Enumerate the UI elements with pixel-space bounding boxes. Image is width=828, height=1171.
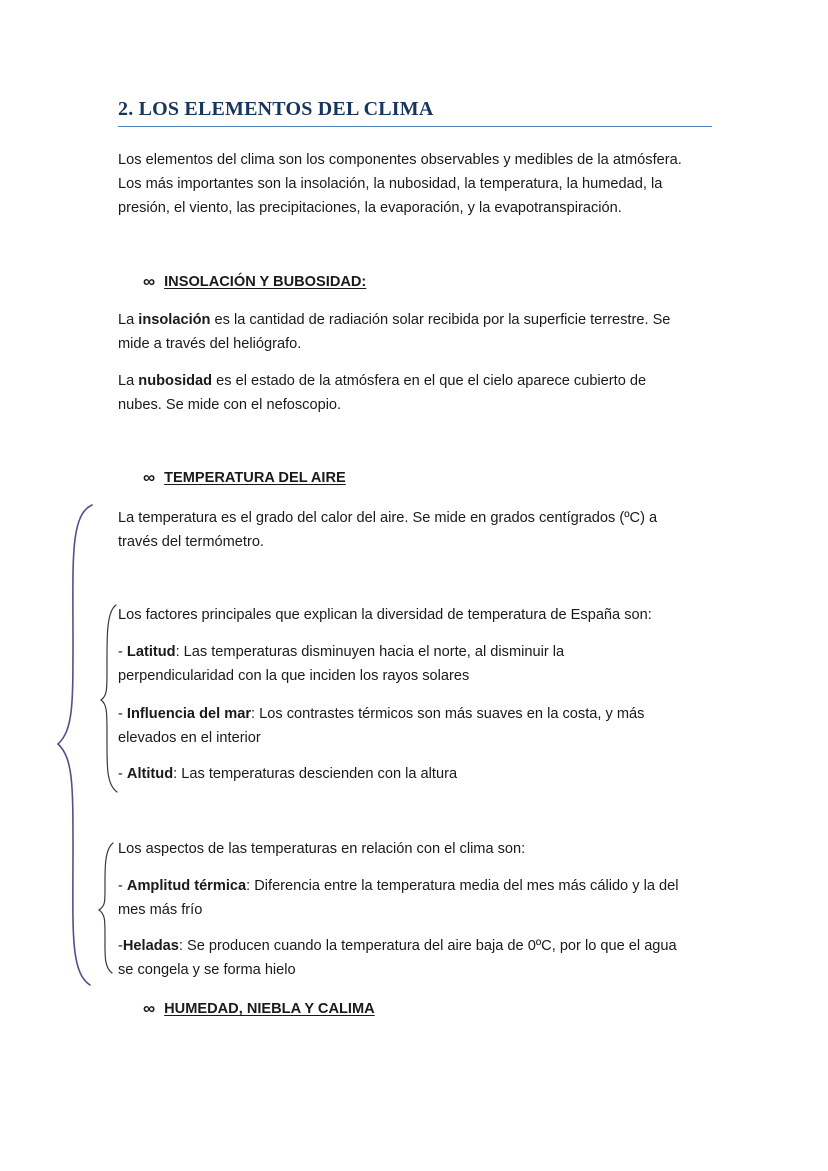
text: través del termómetro. <box>118 534 264 550</box>
intro-line: presión, el viento, las precipitaciones, la evaporación, y la evapotranspiración. <box>118 200 622 216</box>
text: es el estado de la atmósfera en el que el cielo aparece cubierto de <box>212 373 647 389</box>
factors-brace-icon <box>101 605 117 792</box>
term-heladas: Heladas <box>122 938 179 954</box>
intro-line: Los más importantes son la insolación, la nubosidad, la temperatura, la humedad, la <box>118 176 663 192</box>
term-insolacion: insolación <box>138 312 211 328</box>
text: se congela y se forma hielo <box>118 962 296 978</box>
dash: - <box>118 766 127 782</box>
term-latitud: Latitud <box>126 644 176 660</box>
infinity-bullet-icon: ∞ <box>143 999 156 1018</box>
large-brace-icon <box>58 505 92 985</box>
text: La temperatura es el grado del calor del aire. Se mide en grados centígrados (ºC) a <box>118 510 658 526</box>
text: perpendicularidad con la que inciden los rayos solares <box>118 668 470 684</box>
text: es la cantidad de radiación solar recibida por la superficie terrestre. Se <box>210 312 671 328</box>
term-influencia-del-mar: Influencia del mar <box>126 706 252 722</box>
text: : Las temperaturas descienden con la altura <box>173 766 458 782</box>
aspects-brace-icon <box>99 843 113 973</box>
intro-line: Los elementos del clima son los componentes observables y medibles de la atmósfera. <box>118 152 682 168</box>
dash: - <box>118 644 127 660</box>
dash: - <box>118 938 123 954</box>
heading-label: HUMEDAD, NIEBLA Y CALIMA <box>164 1001 375 1017</box>
text: : Las temperaturas disminuyen hacia el norte, al disminuir la <box>175 644 565 660</box>
term-amplitud-termica: Amplitud térmica <box>126 878 247 894</box>
text: : Se producen cuando la temperatura del aire baja de 0ºC, por lo que el agua <box>178 938 677 954</box>
aspects-intro: Los aspectos de las temperaturas en relación con el clima son: <box>118 841 526 857</box>
infinity-bullet-icon: ∞ <box>143 272 156 291</box>
dash: - <box>118 706 127 722</box>
text: mide a través del heliógrafo. <box>118 336 302 352</box>
infinity-bullet-icon: ∞ <box>143 468 156 487</box>
text: elevados en el interior <box>118 730 261 746</box>
text: : Los contrastes térmicos son más suaves en la costa, y más <box>251 706 645 722</box>
factors-intro: Los factores principales que explican la diversidad de temperatura de España son: <box>118 607 652 623</box>
text: La <box>118 373 139 389</box>
section-title: 2. LOS ELEMENTOS DEL CLIMA <box>118 98 434 120</box>
heading-label: TEMPERATURA DEL AIRE <box>164 470 346 486</box>
text: nubes. Se mide con el nefoscopio. <box>118 397 342 413</box>
term-nubosidad: nubosidad <box>138 373 213 389</box>
dash: - <box>118 878 127 894</box>
term-altitud: Altitud <box>126 766 174 782</box>
text: : Diferencia entre la temperatura media del mes más cálido y la del <box>246 878 679 894</box>
heading-label: INSOLACIÓN Y BUBOSIDAD: <box>164 274 367 290</box>
text: mes más frío <box>118 902 203 918</box>
text: La <box>118 312 139 328</box>
